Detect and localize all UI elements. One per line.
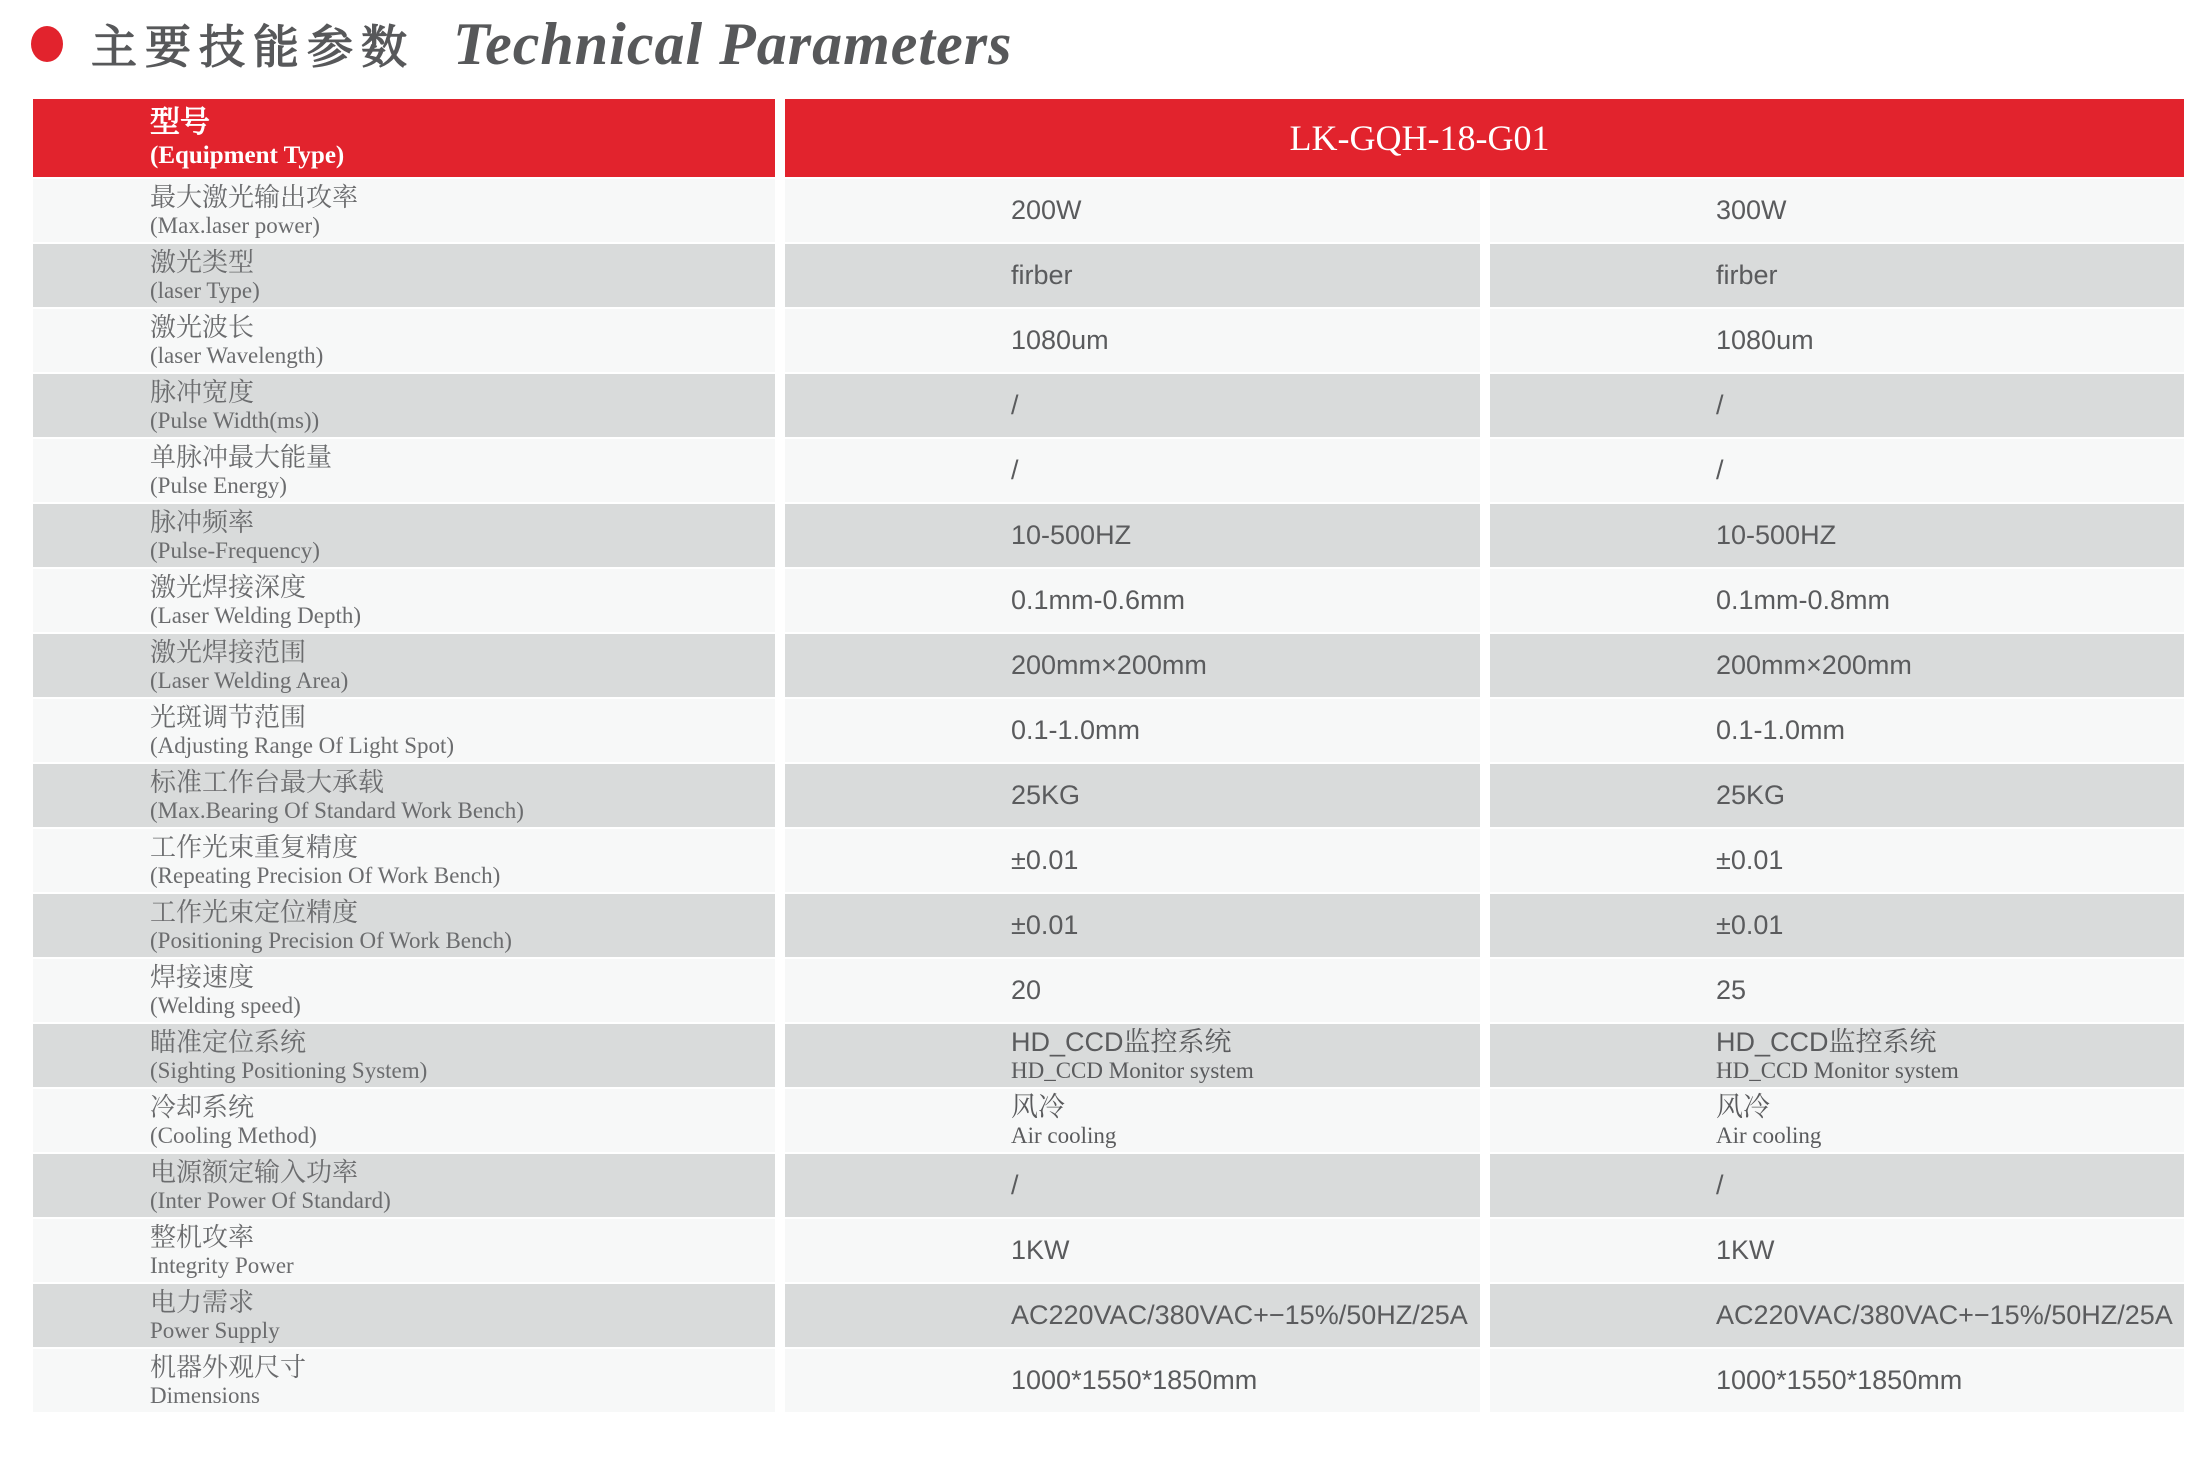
bullet-icon [31,26,63,62]
spec-value-main: 10-500HZ [1011,519,1132,550]
spec-value-cell [785,504,1480,567]
spec-label-zh: 机器外观尺寸 [150,1351,307,1382]
spec-label-zh: 工作光束定位精度 [150,896,359,927]
spec-label-en: Power Supply [150,1317,280,1343]
spec-label-cell [33,829,775,892]
spec-value-main: firber [1716,259,1778,290]
spec-label-en: (Laser Welding Area) [150,667,349,693]
table-row [33,1284,2184,1347]
spec-value-main: 200W [1011,194,1082,225]
spec-label-en: (Positioning Precision Of Work Bench) [150,927,512,953]
spec-value-cell [1490,1219,2184,1282]
spec-value-cell [1490,764,2184,827]
table-row [33,374,2184,437]
spec-value-cell [785,764,1480,827]
spec-label-zh: 激光类型 [150,246,255,277]
header-model-cell [785,99,2184,177]
table-row [33,1349,2184,1412]
spec-value-sub: HD_CCD Monitor system [1716,1058,1959,1084]
spec-label-cell [33,309,775,372]
spec-value-cell [785,829,1480,892]
spec-value-main: 25 [1716,974,1747,1005]
spec-label-cell [33,1284,775,1347]
spec-label-en: Integrity Power [150,1252,294,1278]
spec-value-cell [1490,1154,2184,1217]
spec-value-main: / [1011,454,1019,485]
spec-label-cell [33,244,775,307]
spec-value-main: AC220VAC/380VAC+−15%/50HZ/25A [1011,1299,1468,1330]
spec-label-cell [33,1024,775,1087]
spec-value-cell [785,634,1480,697]
table-row [33,764,2184,827]
spec-label-zh: 电力需求 [150,1286,255,1317]
table-row [33,959,2184,1022]
spec-value-main: / [1716,454,1724,485]
spec-value-cell [785,1024,1480,1087]
spec-value-sub: Air cooling [1716,1123,1822,1149]
spec-value-cell [785,439,1480,502]
spec-value-cell [1490,569,2184,632]
spec-label-zh: 工作光束重复精度 [150,831,359,862]
spec-value-cell [785,1219,1480,1282]
spec-value-main: 200mm×200mm [1716,649,1912,680]
spec-value-cell [785,959,1480,1022]
spec-label-cell [33,1154,775,1217]
spec-value-main: 1000*1550*1850mm [1716,1364,1963,1395]
spec-label-cell [33,1349,775,1412]
spec-label-zh: 激光焊接深度 [150,571,307,602]
spec-value-main: / [1716,1169,1724,1200]
model-number: LK-GQH-18-G01 [1289,118,1550,158]
spec-label-zh: 脉冲频率 [150,506,255,537]
spec-label-en: (Cooling Method) [150,1122,317,1148]
spec-label-cell [33,1219,775,1282]
spec-label-zh: 冷却系统 [150,1091,255,1122]
spec-value-cell [785,569,1480,632]
spec-value-cell [785,1154,1480,1217]
spec-value-cell [1490,959,2184,1022]
spec-label-en: (Pulse Energy) [150,472,287,498]
spec-value-cell [785,309,1480,372]
spec-value-main: 1080um [1011,324,1109,355]
spec-value-main: 20 [1011,974,1042,1005]
spec-value-main: / [1716,389,1724,420]
spec-value-main: 1KW [1011,1234,1070,1265]
spec-value-cell [1490,829,2184,892]
header-label-en: (Equipment Type) [150,142,345,169]
spec-label-zh: 单脉冲最大能量 [150,441,333,472]
spec-label-en: (Repeating Precision Of Work Bench) [150,862,501,888]
spec-label-cell [33,764,775,827]
spec-value-main: / [1011,1169,1019,1200]
spec-label-en: Dimensions [150,1382,260,1408]
spec-value-main: 25KG [1011,779,1081,810]
table-row [33,439,2184,502]
spec-value-main: ±0.01 [1716,909,1784,940]
table-row [33,569,2184,632]
spec-label-en: (Adjusting Range Of Light Spot) [150,732,455,758]
spec-label-en: (Pulse-Frequency) [150,537,320,563]
spec-value-main: 300W [1716,194,1787,225]
table-row [33,244,2184,307]
spec-value-cell [785,894,1480,957]
spec-value-main: 0.1mm-0.8mm [1716,584,1891,615]
spec-value-main: 1KW [1716,1234,1775,1265]
spec-value-cell [1490,439,2184,502]
spec-label-en: (Welding speed) [150,992,301,1018]
spec-label-zh: 激光焊接范围 [150,636,307,667]
spec-label-en: (Max.laser power) [150,212,320,238]
table-row [33,504,2184,567]
table-row [33,1089,2184,1152]
spec-value-main: 1000*1550*1850mm [1011,1364,1258,1395]
table-row [33,634,2184,697]
spec-value-cell [785,1284,1480,1347]
spec-label-zh: 标准工作台最大承载 [150,766,385,797]
spec-value-main: 25KG [1716,779,1786,810]
spec-value-main: ±0.01 [1716,844,1784,875]
table-row [33,894,2184,957]
spec-value-main: ±0.01 [1011,909,1079,940]
spec-value-cell [785,1349,1480,1412]
spec-value-main: 0.1-1.0mm [1011,714,1141,745]
spec-value-main: / [1011,389,1019,420]
table-row [33,179,2184,242]
spec-value-cell [1490,1089,2184,1152]
table-row [33,1219,2184,1282]
table-row [33,1154,2184,1217]
spec-label-en: (Inter Power Of Standard) [150,1187,391,1213]
spec-value-main: ±0.01 [1011,844,1079,875]
spec-value-cell [785,244,1480,307]
page-title-en: Technical Parameters [453,10,1013,77]
spec-label-zh: 光斑调节范围 [150,701,307,732]
spec-label-en: (Laser Welding Depth) [150,602,362,628]
spec-label-zh: 电源额定输入功率 [150,1156,359,1187]
spec-label-cell [33,959,775,1022]
spec-value-cell [1490,634,2184,697]
spec-label-en: (laser Type) [150,277,260,303]
spec-label-cell [33,374,775,437]
spec-label-en: (laser Wavelength) [150,342,324,368]
spec-value-main: 风冷 [1716,1092,1770,1123]
spec-label-cell [33,634,775,697]
header-label-zh: 型号 [150,106,210,139]
table-row [33,309,2184,372]
spec-label-zh: 最大激光输出攻率 [150,181,359,212]
spec-value-cell [1490,1349,2184,1412]
spec-value-cell [1490,374,2184,437]
table-row [33,699,2184,762]
spec-value-sub: HD_CCD Monitor system [1011,1058,1254,1084]
table-header-row [33,99,2184,177]
spec-value-cell [785,1089,1480,1152]
table-row [33,829,2184,892]
spec-value-cell [1490,309,2184,372]
table-body [33,179,2184,1412]
spec-label-cell [33,699,775,762]
spec-label-cell [33,439,775,502]
spec-value-cell [1490,179,2184,242]
page-title [31,8,1012,80]
spec-label-cell [33,894,775,957]
spec-value-main: 10-500HZ [1716,519,1837,550]
spec-value-main: HD_CCD监控系统 [1011,1027,1232,1058]
spec-label-en: (Pulse Width(ms)) [150,407,320,433]
spec-value-main: 1080um [1716,324,1814,355]
spec-label-zh: 脉冲宽度 [150,376,255,407]
spec-label-cell [33,569,775,632]
spec-value-main: 风冷 [1011,1092,1065,1123]
spec-label-zh: 瞄准定位系统 [150,1026,307,1057]
spec-label-en: (Sighting Positioning System) [150,1057,428,1083]
spec-value-sub: Air cooling [1011,1123,1117,1149]
table-row [33,1024,2184,1087]
spec-value-main: 0.1-1.0mm [1716,714,1846,745]
spec-label-cell [33,504,775,567]
spec-value-cell [1490,244,2184,307]
spec-value-cell [785,374,1480,437]
spec-value-main: HD_CCD监控系统 [1716,1027,1937,1058]
spec-table [33,99,2184,1414]
spec-value-cell [785,179,1480,242]
spec-value-cell [1490,1024,2184,1087]
spec-label-zh: 整机攻率 [150,1221,255,1252]
page-title-zh: 主要技能参数 [91,21,415,73]
spec-value-cell [785,699,1480,762]
spec-label-cell [33,179,775,242]
spec-value-main: 0.1mm-0.6mm [1011,584,1186,615]
spec-label-en: (Max.Bearing Of Standard Work Bench) [150,797,524,823]
header-label-cell [33,99,775,177]
spec-label-cell [33,1089,775,1152]
spec-value-cell [1490,504,2184,567]
spec-value-cell [1490,1284,2184,1347]
spec-value-main: firber [1011,259,1073,290]
spec-value-main: 200mm×200mm [1011,649,1207,680]
spec-value-main: AC220VAC/380VAC+−15%/50HZ/25A [1716,1299,2173,1330]
spec-label-zh: 焊接速度 [150,961,255,992]
spec-value-cell [1490,699,2184,762]
spec-label-zh: 激光波长 [150,311,255,342]
spec-value-cell [1490,894,2184,957]
